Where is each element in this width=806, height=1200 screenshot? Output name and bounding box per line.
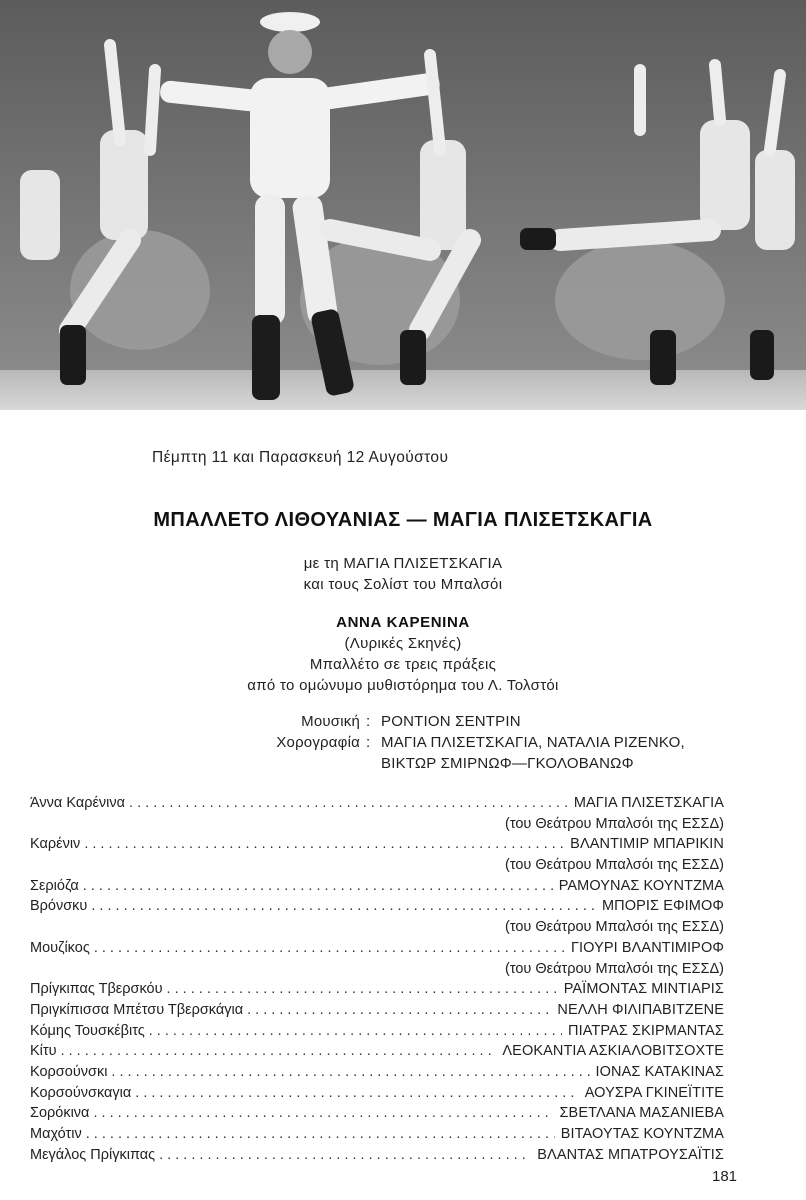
- cast-row: [30, 1000, 724, 1021]
- dot-leader: [167, 979, 558, 1000]
- cast-performer: ΣΒΕΤΛΑΝΑ ΜΑΣΑΝΙΕΒΑ: [559, 1105, 724, 1122]
- cast-row: [30, 1041, 724, 1062]
- cast-role: Πρίγκιπας Τβερσκόυ: [30, 981, 163, 998]
- dot-leader: [111, 1062, 589, 1083]
- cast-performer: ΒΛΑΝΤΑΣ ΜΠΑΤΡΟΥΣΑΪΤΙΣ: [537, 1146, 724, 1163]
- cast-note: (του Θεάτρου Μπαλσόι της ΕΣΣΔ): [505, 857, 724, 874]
- credit-colon: :: [366, 734, 371, 751]
- ballet-photo: [0, 0, 806, 410]
- cast-row: [30, 1021, 724, 1042]
- cast-row: [30, 896, 724, 917]
- cast-row: [30, 1083, 724, 1104]
- dot-leader: [159, 1145, 531, 1166]
- credit-value: ΡΟΝΤΙΟΝ ΣΕΝΤΡΙΝ: [381, 713, 521, 730]
- cast-role: Καρένιν: [30, 836, 81, 853]
- cast-performer: ΑΟΥΣΡΑ ΓΚΙΝΕΪΤΙΤΕ: [584, 1084, 724, 1101]
- work-line: Μπαλλέτο σε τρεις πράξεις: [309, 656, 497, 673]
- cast-role: Σεριόζα: [30, 877, 79, 894]
- dot-leader: [94, 938, 565, 959]
- ballet-photo-illustration: [0, 0, 806, 410]
- cast-role: Κορσούνσκαγια: [30, 1084, 132, 1101]
- cast-role: Κόμης Τουσκέβιτς: [30, 1022, 145, 1039]
- cast-row: [30, 1103, 724, 1124]
- cast-performer: ΒΛΑΝΤΙΜΙΡ ΜΠΑΡΙΚΙΝ: [570, 836, 724, 853]
- dot-leader: [84, 834, 564, 855]
- credits: [0, 711, 806, 774]
- cast-role: Σορόκινα: [30, 1105, 90, 1122]
- subtitle-line: με τη ΜΑΓΙΑ ΠΛΙΣΕΤΣΚΑΓΙΑ: [303, 555, 503, 572]
- dot-leader: [83, 876, 553, 897]
- cast-performer: ΒΙΤΑΟΥΤΑΣ ΚΟΥΝΤΖΜΑ: [560, 1126, 724, 1142]
- cast-performer: ΛΕΟΚΑΝΤΙΑ ΑΣΚΙΑΛΟΒΙΤΣΟΧΤΕ: [502, 1043, 724, 1060]
- work-line: (Λυρικές Σκηνές): [344, 635, 462, 652]
- credit-music: [0, 711, 806, 732]
- cast-note: (του Θεάτρου Μπαλσόι της ΕΣΣΔ): [505, 919, 724, 936]
- cast-role: Βρόνσκυ: [30, 898, 88, 915]
- cast-row: [30, 793, 724, 814]
- cast-performer: ΡΑΜΟΥΝΑΣ ΚΟΥΝΤΖΜΑ: [558, 877, 724, 894]
- event-date: Πέμπτη 11 και Παρασκευή 12 Αυγούστου: [152, 449, 449, 466]
- cast-performer: ΡΑΪΜΟΝΤΑΣ ΜΙΝΤΙΑΡΙΣ: [563, 981, 724, 998]
- cast-row: [30, 1062, 724, 1083]
- cast-row: [30, 1124, 724, 1145]
- cast-note: (του Θεάτρου Μπαλσόι της ΕΣΣΔ): [505, 960, 724, 977]
- subtitle-block: [0, 553, 806, 595]
- subtitle-line: και τους Σολίστ του Μπαλσόι: [303, 576, 503, 593]
- cast-role: Κίτυ: [30, 1043, 57, 1060]
- credit-label: Χορογραφία: [276, 734, 360, 751]
- cast-performer: ΠΙΑΤΡΑΣ ΣΚΙΡΜΑΝΤΑΣ: [568, 1022, 724, 1039]
- cast-performer: ΜΠΟΡΙΣ ΕΦΙΜΟΦ: [601, 898, 724, 915]
- work-line: από το ομώνυμο μυθιστόρημα του Λ. Τολστόι: [247, 677, 559, 694]
- cast-performer: ΜΑΓΙΑ ΠΛΙΣΕΤΣΚΑΓΙΑ: [573, 795, 724, 811]
- cast-note: (του Θεάτρου Μπαλσόι της ΕΣΣΔ): [505, 815, 724, 832]
- dot-leader: [129, 793, 568, 814]
- dot-leader: [247, 1000, 551, 1021]
- dot-leader: [149, 1021, 562, 1042]
- credit-choreography-cont: [0, 753, 806, 774]
- credit-colon: :: [366, 713, 371, 730]
- cast-performer: ΝΕΛΛΗ ΦΙΛΙΠΑΒΙΤΖΕΝΕ: [557, 1001, 724, 1018]
- credit-choreography: [0, 732, 806, 753]
- credit-value: ΜΑΓΙΑ ΠΛΙΣΕΤΣΚΑΓΙΑ, ΝΑΤΑΛΙΑ ΡΙΖΕΝΚΟ,: [381, 734, 685, 751]
- dot-leader: [93, 1103, 553, 1124]
- cast-role: Μουζίκος: [30, 939, 90, 956]
- cast-list: [30, 793, 724, 1165]
- cast-role: Κορσούνσκι: [30, 1063, 108, 1080]
- cast-row: [30, 834, 724, 855]
- cast-row: [30, 1145, 724, 1166]
- dot-leader: [91, 896, 596, 917]
- cast-performer: ΙΟΝΑΣ ΚΑΤΑΚΙΝΑΣ: [595, 1063, 724, 1080]
- cast-row: [30, 979, 724, 1000]
- dot-leader: [135, 1083, 578, 1104]
- dot-leader: [61, 1041, 497, 1062]
- cast-role: Πριγκίπισσα Μπέτσυ Τβερσκάγια: [30, 1001, 244, 1018]
- page-number: 181: [712, 1168, 738, 1185]
- cast-performer: ΓΙΟΥΡΙ ΒΛΑΝΤΙΜΙΡΟΦ: [570, 939, 724, 956]
- cast-row: [30, 938, 724, 959]
- cast-role: Μεγάλος Πρίγκιπας: [30, 1146, 156, 1163]
- dot-leader: [86, 1124, 555, 1145]
- work-title: ΑΝΝΑ ΚΑΡΕΝΙΝΑ: [336, 614, 470, 631]
- credit-value: ΒΙΚΤΩΡ ΣΜΙΡΝΩΦ—ΓΚΟΛΟΒΑΝΩΦ: [381, 755, 634, 772]
- cast-role: Άννα Καρένινα: [30, 795, 126, 811]
- cast-row: [30, 876, 724, 897]
- credit-label: Μουσική: [301, 713, 360, 730]
- cast-role: Μαχότιν: [30, 1126, 82, 1142]
- work-info: [0, 612, 806, 696]
- page-title: ΜΠΑΛΛΕΤΟ ΛΙΘΟΥΑΝΙΑΣ — ΜΑΓΙΑ ΠΛΙΣΕΤΣΚΑΓΙΑ: [153, 509, 653, 531]
